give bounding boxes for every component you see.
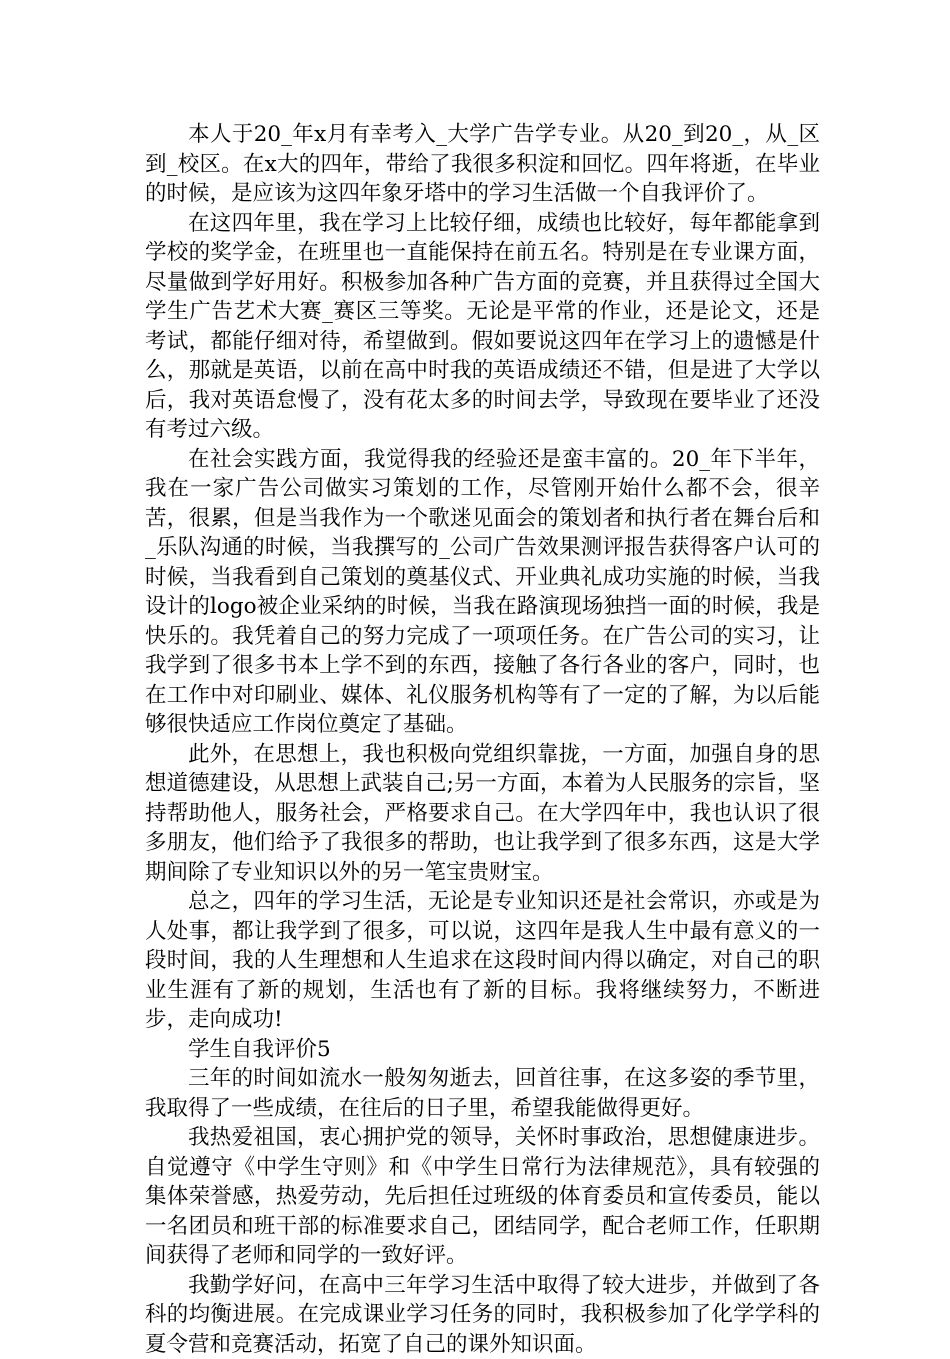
paragraph-section-conduct: 我热爱祖国，衷心拥护党的领导，关怀时事政治，思想健康进步。自觉遵守《中学生守则》和《中学生日常行为法律规范》，具有较强的集体荣誉感，热爱劳动，先后担任过班级的体育委员和宣传委员，能以一名团员和班干部的标准要求自己，团结同学，配合老师工作，任职期间获得了老师和同学的一致好评。 [145,1123,820,1271]
paragraph-summary: 总之，四年的学习生活，无论是专业知识还是社会常识，亦或是为人处事，都让我学到了很多，可以说，这四年是我人生中最有意义的一段时间，我的人生理想和人生追求在这段时间内得以确定，对自己的职业生涯有了新的规划，生活也有了新的目标。我将继续努力，不断进步，走向成功! [145,887,820,1035]
paragraph-intro: 本人于20_年x月有幸考入_大学广告学专业。从20_到20_，从_区到_校区。在x大的四年，带给了我很多积淀和回忆。四年将逝，在毕业的时候，是应该为这四年象牙塔中的学习生活做一个自我评价了。 [145,120,820,209]
paragraph-section-study: 我勤学好问，在高中三年学习生活中取得了较大进步，并做到了各科的均衡进展。在完成课业学习任务的同时，我积极参加了化学学科的夏令营和竞赛活动，拓宽了自己的课外知识面。 [145,1271,820,1359]
paragraph-ideology: 此外，在思想上，我也积极向党组织靠拢，一方面，加强自身的思想道德建设，从思想上武装自己;另一方面，本着为人民服务的宗旨，坚持帮助他人，服务社会，严格要求自己。在大学四年中，我也认识了很多朋友，他们给予了我很多的帮助，也让我学到了很多东西，这是大学期间除了专业知识以外的另一笔宝贵财宝。 [145,740,820,888]
document-page [145,120,820,1359]
paragraph-practice: 在社会实践方面，我觉得我的经验还是蛮丰富的。20_年下半年，我在一家广告公司做实习策划的工作，尽管刚开始什么都不会，很辛苦，很累，但是当我作为一个歌迷见面会的策划者和执行者在舞台后和_乐队沟通的时候，当我撰写的_公司广告效果测评报告获得客户认可的时候，当我看到自己策划的奠基仪式、开业典礼成功实施的时候，当我设计的logo被企业采纳的时候，当我在路演现场独挡一面的时候，我是快乐的。我凭着自己的努力完成了一项项任务。在广告公司的实习，让我学到了很多书本上学不到的东西，接触了各行各业的客户，同时，也在工作中对印刷业、媒体、礼仪服务机构等有了一定的了解，为以后能够很快适应工作岗位奠定了基础。 [145,445,820,740]
paragraph-section-intro: 三年的时间如流水一般匆匆逝去，回首往事，在这多姿的季节里，我取得了一些成绩，在往后的日子里，希望我能做得更好。 [145,1064,820,1123]
paragraph-study: 在这四年里，我在学习上比较仔细，成绩也比较好，每年都能拿到学校的奖学金，在班里也一直能保持在前五名。特别是在专业课方面，尽量做到学好用好。积极参加各种广告方面的竞赛，并且获得过全国大学生广告艺术大赛_赛区三等奖。无论是平常的作业，还是论文，还是考试，都能仔细对待，希望做到。假如要说这四年在学习上的遗憾是什么，那就是英语，以前在高中时我的英语成绩还不错，但是进了大学以后，我对英语怠慢了，没有花太多的时间去学，导致现在要毕业了还没有考过六级。 [145,209,820,445]
section-heading: 学生自我评价5 [145,1035,820,1065]
